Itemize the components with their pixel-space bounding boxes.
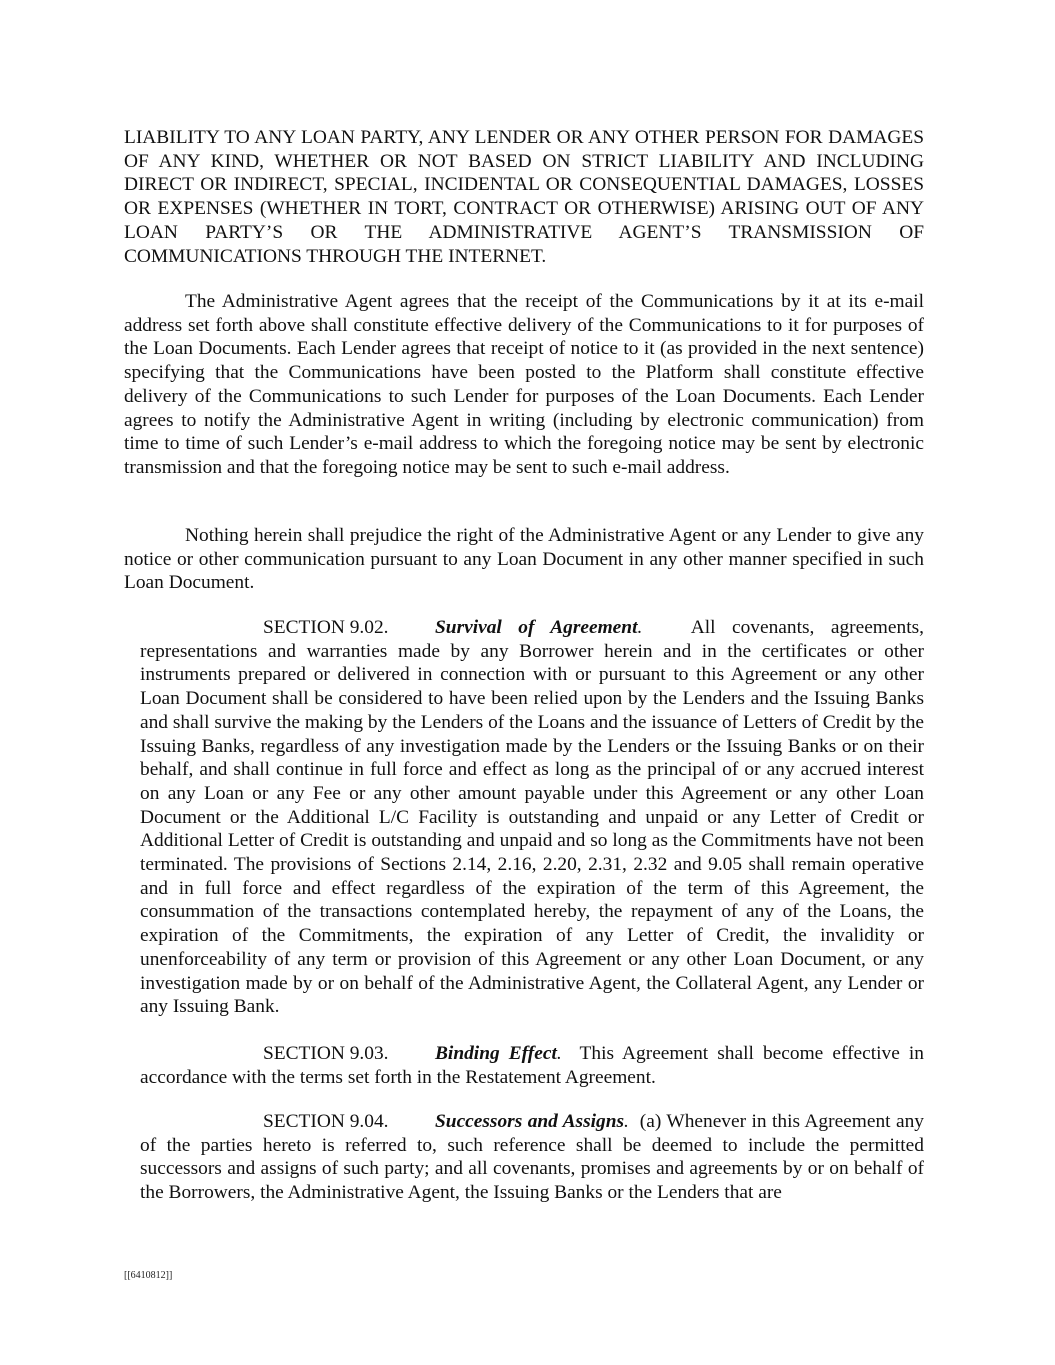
- section-9-04: SECTION 9.04. Successors and Assigns. (a) Whenever in this Agreement any of the parties hereto is referred to, such reference shall be deemed to include the permitted successors and assigns of such party; and all covenants, promises and agreements by or on behalf of the Borrowers, the Administrative Agent, the Issuing Banks or the Lenders that are: [140, 1111, 924, 1204]
- section-number: SECTION 9.02.: [263, 617, 389, 638]
- section-text: (a) Whenever in this Agreement any of the parties hereto is referred to, such reference shall be deemed to include the permitted successors and assigns of such party; and all covenants, promises and agreements by or on behalf of the Borrowers, the Administrative Agent, the Issuing Banks or the Lenders that are: [140, 1111, 924, 1204]
- section-title: Survival of Agreement: [435, 617, 638, 638]
- communications-delivery-paragraph: The Administrative Agent agrees that the receipt of the Communications by it at its e-mail address set forth above shall constitute effective delivery of the Communications to it for purposes of the Loan Documents. Each Lender agrees that receipt of notice to it (as provided in the next sentence) specifying that the Communications have been posted to the Platform shall constitute effective delivery of the Communications to such Lender for purposes of the Loan Documents. Each Lender agrees to notify the Administrative Agent in writing (including by electronic communication) from time to time of such Lender’s e-mail address to which the foregoing notice may be sent by electronic transmission and that the foregoing notice may be sent to such e-mail address.: [124, 291, 924, 478]
- section-title: Binding Effect: [435, 1043, 557, 1064]
- section-9-02: SECTION 9.02. Survival of Agreement. All covenants, agreements, representations and warranties made by any Borrower herein and in the certificates or other instruments prepared or delivered in connection with or pursuant to this Agreement or any other Loan Document shall be considered to have been relied upon by the Lenders and the Issuing Banks and shall survive the making by the Lenders of the Loans and the issuance of Letters of Credit by the Issuing Banks, regardless of any investigation made by the Lenders or the Issuing Banks or on their behalf, and shall continue in full force and effect as long as the principal of or any accrued interest on any Loan or any Fee or any other amount payable under this Agreement or any other Loan Document or the Additional L/C Facility is outstanding and unpaid or any Letter of Credit or Additional Letter of Credit is outstanding and unpaid and so long as the Commitments have not been terminated. The provisions of Sections 2.14, 2.16, 2.20, 2.31, 2.32 and 9.05 shall remain operative and in full force and effect regardless of the expiration of the term of this Agreement, the consummation of the transactions contemplated hereby, the repayment of any of the Loans, the expiration of the Commitments, the expiration of any Letter of Credit, the invalidity or unenforceability of any term or provision of this Agreement or any other Loan Document, or any investigation made by or on behalf of the Administrative Agent, the Collateral Agent, any Lender or any Issuing Bank.: [140, 617, 924, 1018]
- notice-manner-paragraph: Nothing herein shall prejudice the right of the Administrative Agent or any Lender to give any notice or other communication pursuant to any Loan Document in any other manner specified in such Loan Document.: [124, 525, 924, 594]
- section-number: SECTION 9.04.: [263, 1111, 389, 1132]
- section-text: All covenants, agreements, representations and warranties made by any Borrower herein and in the certificates or other instruments prepared or delivered in connection with or pursuant to this Agreement or any other Loan Document shall be considered to have been relied upon by the Lenders and the Issuing Banks and shall survive the making by the Lenders of the Loans and the issuance of Letters of Credit by the Issuing Banks, regardless of any investigation made by the Lenders or the Issuing Banks or on their behalf, and shall continue in full force and effect as long as the principal of or any accrued interest on any Loan or any Fee or any other amount payable under this Agreement or any other Loan Document or the Additional L/C Facility is outstanding and unpaid or any Letter of Credit or Additional Letter of Credit is outstanding and unpaid and so long as the Commitments have not been terminated. The provisions of Sections 2.14, 2.16, 2.20, 2.31, 2.32 and 9.05 shall remain operative and in full force and effect regardless of the expiration of the term of this Agreement, the consummation of the transactions contemplated hereby, the repayment of any of the Loans, the expiration of the Commitments, the expiration of any Letter of Credit, the invalidity or unenforceability of any term or provision of this Agreement or any other Loan Document, or any investigation made by or on behalf of the Administrative Agent, the Collateral Agent, any Lender or any Issuing Bank.: [140, 617, 924, 1018]
- section-9-03: SECTION 9.03. Binding Effect. This Agreement shall become effective in accordance with the terms set forth in the Restatement Agreement.: [140, 1043, 924, 1088]
- liability-disclaimer-paragraph: LIABILITY TO ANY LOAN PARTY, ANY LENDER OR ANY OTHER PERSON FOR DAMAGES OF ANY KIND, WHETHER OR NOT BASED ON STRICT LIABILITY AND INCLUDING DIRECT OR INDIRECT, SPECIAL, INCIDENTAL OR CONSEQUENTIAL DAMAGES, LOSSES OR EXPENSES (WHETHER IN TORT, CONTRACT OR OTHERWISE) ARISING OUT OF ANY LOAN PARTY’S OR THE ADMINISTRATIVE AGENT’S TRANSMISSION OF COMMUNICATIONS THROUGH THE INTERNET.: [124, 127, 924, 267]
- section-number: SECTION 9.03.: [263, 1043, 389, 1064]
- document-footer-code: [[6410812]]: [124, 1270, 173, 1281]
- section-title: Successors and Assigns: [435, 1111, 625, 1132]
- section-text: This Agreement shall become effective in accordance with the terms set forth in the Restatement Agreement.: [140, 1043, 924, 1088]
